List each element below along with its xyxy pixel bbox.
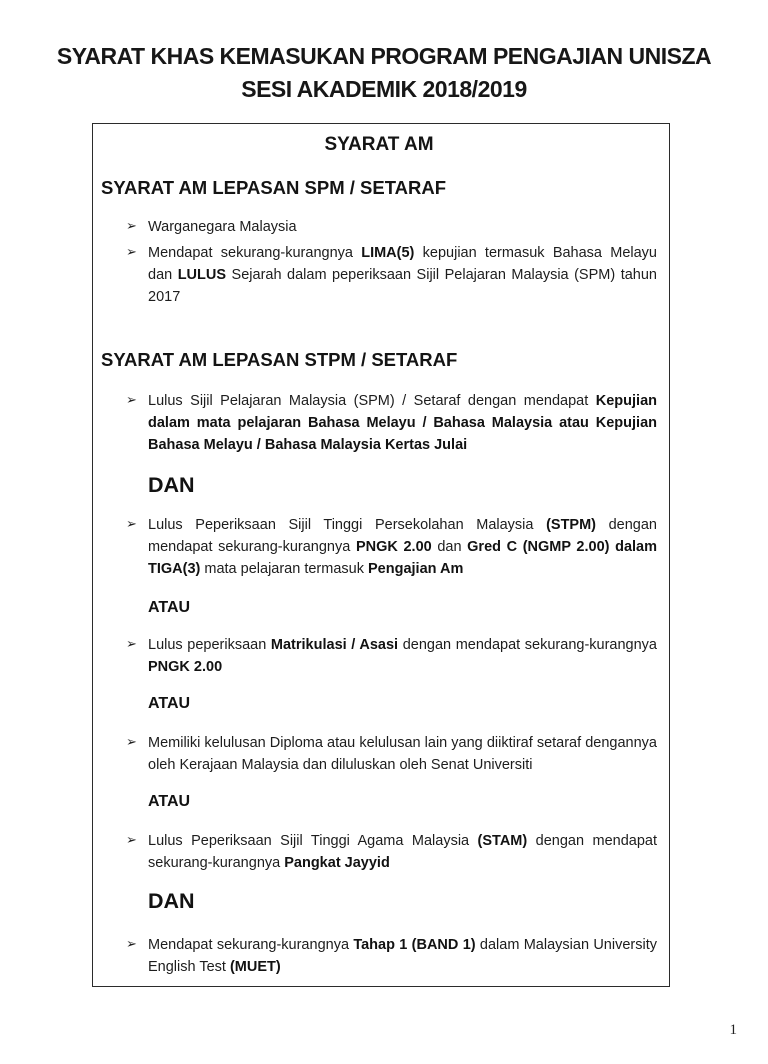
bullet-text: Warganegara Malaysia [148,219,297,235]
bullet-diploma [126,732,657,776]
arrow-bullet-icon: ➢ [126,393,137,408]
connector-atau: ATAU [148,599,191,616]
bullet-matrikulasi [126,634,657,678]
bullet-text: Mendapat sekurang-kurangnya LIMA(5) kepujian termasuk Bahasa Melayu dan LULUS Sejarah dalam peperiksaan Sijil Pelajaran Malaysia (SPM) tahun 2017 [148,245,657,305]
bullet-muet [126,934,657,978]
document-title-line1: SYARAT KHAS KEMASUKAN PROGRAM PENGAJIAN UNISZA [56,43,712,69]
connector-atau: ATAU [148,793,191,810]
document-title-line2: SESI AKADEMIK 2018/2019 [241,76,527,102]
bullet-text: Lulus Peperiksaan Sijil Tinggi Persekolahan Malaysia (STPM) dengan mendapat sekurang-kurangnya PNGK 2.00 dan Gred C (NGMP 2.00) dalam TIGA(3) mata pelajaran termasuk Pengajian Am [148,517,658,577]
bullet-stpm [126,514,657,580]
arrow-bullet-icon: ➢ [126,245,137,260]
box-title: SYARAT AM [324,134,434,155]
requirements-box [92,123,670,987]
bullet-warganegara [126,216,657,238]
arrow-bullet-icon: ➢ [126,517,137,532]
connector-dan: DAN [148,473,195,497]
bullet-stam [126,830,657,874]
connector-atau: ATAU [148,695,191,712]
bullet-text: Lulus Peperiksaan Sijil Tinggi Agama Malaysia (STAM) dengan mendapat sekurang-kurangnya Pangkat Jayyid [148,833,657,871]
section-heading-stpm: SYARAT AM LEPASAN STPM / SETARAF [101,349,458,370]
bullet-text: Memiliki kelulusan Diploma atau kelulusan lain yang diiktiraf setaraf dengannya oleh Kerajaan Malaysia dan diluluskan oleh Senat Universiti [148,735,657,773]
bullet-spm-setaraf [126,390,657,456]
arrow-bullet-icon: ➢ [126,937,137,952]
arrow-bullet-icon: ➢ [126,833,137,848]
arrow-bullet-icon: ➢ [126,637,137,652]
document-title [0,40,768,106]
bullet-text: Mendapat sekurang-kurangnya Tahap 1 (BAND 1) dalam Malaysian University English Test (MUET) [148,937,657,975]
arrow-bullet-icon: ➢ [126,735,137,750]
connector-dan: DAN [148,889,195,913]
bullet-text: Lulus Sijil Pelajaran Malaysia (SPM) / Setaraf dengan mendapat Kepujian dalam mata pelajaran Bahasa Melayu / Bahasa Malaysia atau Kepujian Bahasa Melayu / Bahasa Malaysia Kertas Julai [148,393,657,453]
arrow-bullet-icon: ➢ [126,219,137,234]
page-number: 1 [729,1022,737,1038]
section-heading-spm: SYARAT AM LEPASAN SPM / SETARAF [101,177,447,198]
bullet-text: Lulus peperiksaan Matrikulasi / Asasi dengan mendapat sekurang-kurangnya PNGK 2.00 [148,637,657,675]
bullet-kepujian [126,242,657,308]
